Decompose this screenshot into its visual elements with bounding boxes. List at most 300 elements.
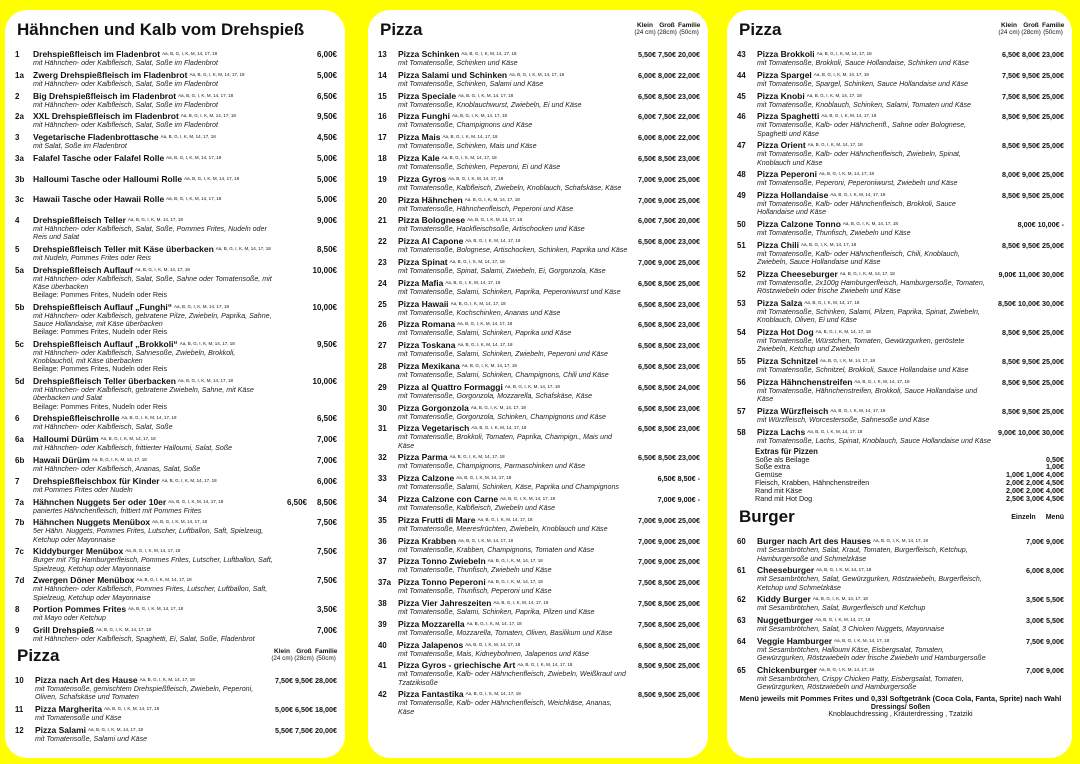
item-prices: 6,00€ 7,50€ 22,00€ (638, 112, 700, 122)
allergen-codes: Aa, B, G, I, K, M, 14, 17, 18 (807, 142, 863, 148)
allergen-codes: Aa, B, G, I, K, M, 14, 17, 18 (451, 113, 507, 119)
item-number: 33 (378, 474, 387, 484)
item-name (398, 132, 628, 142)
item-description: mit Tomatensoße, Thunfisch, Zwiebeln und Käse (757, 229, 911, 238)
allergen-codes: Aa, B, G, I, K, M, 14, 17, 18 (139, 676, 195, 682)
item-number: 64 (737, 636, 746, 646)
item-prices: 7,00€ 9,00€ (1026, 665, 1064, 675)
item-number: 57 (737, 406, 746, 416)
item-description: mit Tomatensoße, Salami, Schinken, Paprika, Peperoniwurst und Käse (398, 287, 621, 296)
item-number: 47 (737, 141, 746, 151)
item-number: 13 (378, 50, 387, 59)
item-description: mit Hähnchen- oder Kalbfleisch, Spaghetti, Ei, Salat, Soße, Fladenbrot (33, 635, 255, 644)
item-prices: 3,50€ 5,50€ (1026, 595, 1064, 605)
item-prices: 8,50€ 10,00€ 30,00€ (998, 298, 1064, 308)
section-title: Burger (739, 507, 795, 527)
item-price: 7,50€ (316, 547, 337, 557)
size-sub: (28cm) (294, 654, 314, 662)
item-name (757, 70, 992, 80)
item-name (757, 111, 992, 121)
item-name-text: Pizza Romana (398, 319, 456, 330)
item-prices: 8,50€ 9,50€ 25,00€ (1002, 240, 1064, 250)
item-name (757, 565, 992, 575)
item-price: 10,00€ (312, 265, 337, 275)
item-name-text: Pizza Cheeseburger (757, 268, 838, 279)
item-prices: 7,00€ 9,00€ 25,00€ (638, 174, 700, 184)
allergen-codes: Aa, B, G, I, K, M, 14, 17, 18 (816, 567, 872, 573)
item-name-text: Pizza Hawaii (398, 298, 449, 309)
item-description: mit Tomatensoße, Kochschinken, Ananas und Käse (398, 308, 561, 317)
item-description: mit Tomatensoße, Knoblauchwurst, Zwiebeln, Ei und Käse (398, 100, 582, 109)
allergen-codes: Aa, B, G, I, K, M, 14, 17, 18 (215, 245, 271, 251)
item-prices: 6,50€ 8,50€ 23,00€ (638, 361, 700, 371)
item-name (757, 91, 992, 101)
pizza-item (737, 111, 1064, 137)
menu-panel-middle (368, 10, 708, 758)
item-name-text: Pizza Spargel (757, 69, 812, 80)
item-name-text: Pizza nach Art des Hause (35, 674, 138, 685)
item-description: mit Tomatensoße, Hähnchenstreifen, Brokkoli, Sauce Hollandaise und Käse (757, 386, 978, 403)
item-name (757, 240, 992, 250)
item-price-small: 6,50€ (286, 497, 307, 507)
item-description: mit Tomatensoße, Schinken und Käse (398, 59, 518, 67)
item-description: mit Hähnchen- oder Kalbfleisch, Salat, Soße im Fladenbrot (33, 79, 218, 88)
pizza-item (378, 340, 700, 358)
item-name (398, 215, 628, 225)
item-name (33, 174, 275, 184)
allergen-codes: Aa, B, G, I, K, M, 14, 17, 18 (821, 113, 877, 119)
allergen-codes: Aa, B, G, I, K, M, 14, 17, 18 (88, 726, 144, 732)
item-number: 54 (737, 327, 746, 337)
item-description: mit Tomatensoße, Kalb- oder Hähnchenfleisch, Chili, Knoblauch, Zwiebeln, Sauce Hollandaise und Käse (757, 249, 960, 267)
item-name-text: Big Drehspießfleisch im Fladenbrot (33, 90, 177, 101)
size-label: Klein (274, 647, 290, 655)
size-label: Familie (678, 22, 701, 29)
item-name (398, 195, 628, 205)
item-number: 3a (15, 153, 24, 163)
item-prices: 6,50€ 8,50€ - (657, 474, 700, 484)
item-number: 6 (15, 414, 20, 424)
item-name-text: Pizza Hollandaise (757, 190, 829, 201)
item-name (398, 577, 628, 587)
item-price: 5,00€ (316, 174, 337, 184)
allergen-codes: Aa, B, G, I, K, M, 14, 17, 18 (461, 51, 517, 56)
item-prices: 8,50€ 9,50€ 25,00€ (1002, 112, 1064, 122)
allergen-codes: Aa, B, G, I, K, M, 14, 17, 18 (465, 238, 521, 244)
allergen-codes: Aa, B, G, I, K, M, 14, 17, 18 (801, 241, 857, 247)
item-prices: 7,00€ 9,00€ 25,00€ (638, 536, 700, 546)
menu-item (15, 49, 337, 67)
item-name-text: Kiddyburger Menübox (33, 546, 124, 557)
size-columns-header (998, 22, 1064, 36)
item-name (757, 615, 992, 625)
item-price: 9,50€ (316, 339, 337, 349)
item-name (757, 190, 992, 200)
item-number: 11 (15, 704, 24, 714)
allergen-codes: Aa, B, G, I, K, M, 14, 17, 18 (100, 436, 156, 442)
item-number: 18 (378, 153, 387, 163)
item-name-text: Pizza Schinken (398, 49, 460, 59)
item-description: mit Tomatensoße, Kalbfleisch, Zwiebeln, Knoblauch, Schafskäse, Käse (398, 183, 622, 192)
menu-item (15, 111, 337, 129)
item-name (398, 423, 628, 433)
item-prices: 6,00€ 7,50€ 20,00€ (638, 216, 700, 226)
item-name-text: Pizza Knobi (757, 90, 805, 101)
item-name (33, 575, 275, 585)
item-name-text: Pizza Bolognese (398, 215, 466, 226)
extra-label: Fleisch, Krabben, Hähnchenstreifen (755, 477, 870, 487)
item-name-text: Pizza Lachs (757, 426, 806, 437)
item-prices: 6,00€ 8,00€ 22,00€ (638, 70, 700, 80)
allergen-codes: Aa, B, G, I, K, M, 14, 17, 18 (127, 216, 183, 222)
item-number: 3 (15, 133, 20, 143)
item-price: 4,50€ (316, 133, 337, 143)
extra-label: Soße extra (755, 462, 791, 472)
item-number: 7d (15, 576, 25, 586)
allergen-codes: Aa, B, G, I, K, M, 14, 17, 18 (449, 258, 505, 264)
item-name-text: Pizza Toskana (398, 340, 456, 351)
pizza-item (378, 556, 700, 574)
item-prices: 7,00€ 9,00€ (1026, 537, 1064, 547)
item-prices: 7,00€ 9,00€ 25,00€ (638, 557, 700, 567)
item-number: 12 (15, 725, 24, 735)
item-name (398, 473, 628, 483)
pizza-item (737, 565, 1064, 591)
item-description: mit Tomatensoße, Gorgonzola, Schinken, Champignons und Käse (398, 412, 606, 421)
item-description: mit Hähnchen- oder Kalbfleisch, Salat, Soße, Pommes Frites, Nudeln oder Reis und Salat (33, 224, 267, 241)
allergen-codes: Aa, B, G, I, K, M, 14, 17, 18 (449, 454, 505, 460)
item-prices: 6,50€ 8,50€ 23,00€ (638, 91, 700, 101)
item-number: 32 (378, 453, 387, 463)
item-prices: 8,50€ 9,50€ 25,00€ (1002, 141, 1064, 151)
menu-item (15, 91, 337, 109)
allergen-codes: Aa, B, G, I, K, M, 14, 17, 18 (873, 538, 929, 544)
size-sub: (28cm) (1021, 29, 1041, 36)
item-name-text: Pizza Al Capone (398, 236, 464, 247)
item-name (33, 434, 275, 444)
item-name (33, 49, 275, 59)
item-prices: 6,50€ 8,50€ 23,00€ (638, 299, 700, 309)
item-name (398, 236, 628, 246)
item-number: 49 (737, 191, 746, 201)
item-description: mit Tomatensoße, Kalb- oder Hähnchenfleisch, Brokkoli, Sauce Hollandaise und Käse (757, 200, 956, 217)
item-prices: 9,00€ 10,00€ 30,00€ (998, 427, 1064, 437)
item-name-text: Veggie Hamburger (757, 635, 833, 646)
item-name-text: Pizza Funghi (398, 111, 450, 122)
item-number: 2 (15, 91, 20, 101)
item-name (398, 49, 628, 59)
item-description: mit Hähnchen- oder Kalbfleisch, Ananas, Salat, Soße (33, 464, 201, 473)
item-description: Burger mit 75g Hamburgerfleisch, Pommes Frites, Lutscher, Luftballon, Saft, Spielzeug, Ketchup oder Mayonnaise (33, 556, 273, 573)
pizza-item (737, 91, 1064, 109)
item-description: mit Tomatensoße, Meeresfrüchten, Zwiebeln, Knoblauch und Käse (398, 524, 608, 533)
item-name (757, 377, 992, 387)
item-description: mit Hähnchen- oder Kalbfleisch, Salat, Soße im Fladenbrot (33, 121, 218, 130)
item-name (398, 257, 628, 267)
item-number: 35 (378, 515, 387, 525)
item-name (398, 153, 628, 163)
allergen-codes: Aa, B, G, I, K, M, 14, 17, 18 (134, 266, 190, 272)
item-name (398, 494, 628, 504)
item-name (398, 111, 628, 121)
allergen-codes: Aa, B, G, I, K, M, 14, 17, 18 (517, 662, 573, 668)
item-name (398, 382, 628, 392)
item-name (398, 619, 628, 629)
size-column-1 (293, 648, 315, 662)
item-prices: 6,00€ 8,00€ 22,00€ (638, 133, 700, 143)
item-name-text: Pizza Salami (35, 724, 87, 735)
item-name (398, 640, 628, 650)
item-price: 7,00€ (316, 455, 337, 465)
item-prices: 8,50€ 9,50€ 25,00€ (638, 661, 700, 671)
pizza-item (378, 91, 700, 109)
item-name-text: Drehspießfleisch Auflauf „Funghi“ (33, 301, 172, 312)
item-name-text: Drehspießfleisch Teller (33, 214, 126, 225)
item-prices: 8,50€ 9,50€ 25,00€ (1002, 191, 1064, 201)
pizza-item (737, 219, 1064, 237)
pizza-item (378, 132, 700, 150)
item-description: mit Tomatensoße, Spinat, Salami, Zwiebeln, Ei, Gorgonzola, Käse (398, 266, 606, 275)
size-column-1 (656, 22, 678, 36)
extra-row (755, 495, 1064, 503)
allergen-codes: Aa, B, G, I, K, M, 14, 17, 18 (152, 519, 208, 525)
item-number: 7b (15, 518, 25, 528)
burger-section-header (737, 507, 1064, 527)
item-prices: 8,50€ 9,50€ 25,00€ (1002, 406, 1064, 416)
item-price: 5,00€ (316, 195, 337, 205)
pizza-item (737, 427, 1064, 445)
allergen-codes: Aa, B, G, I, K, M, 14, 17, 18 (465, 641, 521, 647)
item-name (398, 361, 628, 371)
item-description: mit Sesambrötchen, Salat, 3 Chicken Nuggets, Mayonnaise (757, 625, 945, 634)
item-sides: Beilage: Pommes Frites, Nudeln oder Reis (33, 328, 168, 337)
item-description: mit Tomatensoße, Salami, Schinken, Champignons, Chili und Käse (398, 370, 609, 379)
menu-item (15, 625, 337, 643)
item-name-text: Nuggetburger (757, 615, 814, 626)
allergen-codes: Aa, B, G, I, K, M, 14, 17, 18 (839, 270, 895, 276)
item-description: mit Tomatensoße, Kalbfleisch, Zwiebeln und Käse (398, 503, 556, 512)
size-label: Klein (637, 22, 653, 29)
item-number: 41 (378, 661, 387, 671)
pizza-item (378, 577, 700, 595)
menu-item (15, 604, 337, 622)
item-prices: 6,50€ 8,50€ 23,00€ (638, 320, 700, 330)
size-column-1 (1020, 22, 1042, 36)
item-name (398, 278, 628, 288)
item-description: mit Tomatensoße, Kalb- oder Hähnchenfleisch, Zwiebeln, Spinat, Knoblauch und Käse (757, 150, 961, 167)
item-name (398, 660, 628, 670)
section-title: Pizza (739, 20, 782, 39)
item-prices: 7,50€ 8,50€ 25,00€ (1002, 91, 1064, 101)
allergen-codes: Aa, B, G, I, K, M, 14, 17, 18 (834, 637, 890, 643)
section-title: Pizza (380, 20, 423, 39)
size-sub: (24 cm) (271, 654, 293, 662)
allergen-codes: Aa, B, G, I, K, M, 14, 17, 18 (487, 579, 543, 585)
extra-label: Rand mit Käse (755, 485, 803, 495)
item-description: mit Tomatensoße, Hähnchenfleisch, Peperoni und Käse (398, 204, 574, 213)
item-name-text: Pizza Parma (398, 452, 448, 463)
allergen-codes: Aa, B, G, I, K, M, 14, 17, 18 (807, 428, 863, 434)
item-number: 62 (737, 595, 746, 605)
allergen-codes: Aa, B, G, I, K, M, 14, 17, 18 (467, 217, 523, 223)
item-name-text: Halloumi Dürüm (33, 434, 99, 445)
item-prices: 9,00€ 11,00€ 30,00€ (998, 269, 1064, 279)
allergen-codes: Aa, B, G, I, K, M, 14, 17, 18 (179, 340, 235, 346)
item-description: mit Tomatensoße, Salami und Käse (35, 734, 148, 743)
allergen-codes: Aa, B, G, I, K, M, 14, 17, 18 (487, 558, 543, 564)
item-name-text: Hähnchen Nuggets 5er oder 10er (33, 496, 167, 507)
pizza-item (737, 190, 1064, 216)
item-prices: 6,50€ 8,50€ 25,00€ (638, 278, 700, 288)
menu-item (15, 244, 337, 262)
item-name-text: Chickenburger (757, 664, 817, 675)
item-name (398, 319, 628, 329)
item-number: 6b (15, 455, 25, 465)
item-number: 28 (378, 361, 387, 371)
item-description: mit Sesambrötchen, Halloumi Käse, Eisbergsalat, Tomaten, Gewürzgurken, Röstzwiebeln oder frische Zwiebeln und Hamburgersoße (757, 645, 986, 663)
allergen-codes: Aa, B, G, I, K, M, 14, 17, 18 (450, 300, 506, 306)
item-name-text: Pizza Hähnchen (398, 194, 463, 205)
item-number: 3c (15, 195, 24, 205)
item-number: 58 (737, 427, 746, 437)
item-prices: 7,00€ 9,00€ - (657, 494, 700, 504)
item-description: mit Nudeln, Pommes Frites oder Reis (33, 253, 151, 262)
size-column-2 (678, 22, 700, 36)
item-name-text: Halloumi Tasche oder Halloumi Rolle (33, 173, 183, 184)
size-column-2 (1042, 22, 1064, 36)
item-name-text: Pizza Schnitzel (757, 355, 818, 366)
pizza-extras (755, 448, 1064, 503)
item-prices: 8,00€ 10,00€ - (1017, 220, 1064, 230)
item-prices: 6,50€ 8,50€ 23,00€ (638, 403, 700, 413)
item-prices: 5,50€ 7,50€ 20,00€ (638, 50, 700, 59)
item-number: 43 (737, 50, 746, 59)
item-name (33, 517, 275, 527)
item-name (398, 452, 628, 462)
item-name (398, 515, 628, 525)
allergen-codes: Aa, B, G, I, K, M, 14, 17, 18 (509, 71, 565, 77)
item-name-text: Burger nach Art des Hauses (757, 536, 871, 547)
item-prices: 8,50€ 9,50€ 25,00€ (1002, 377, 1064, 387)
pizza-item (737, 406, 1064, 424)
pizza-item (378, 111, 700, 129)
allergen-codes: Aa, B, G, I, K, M, 14, 17, 18 (806, 92, 862, 98)
item-number: 29 (378, 382, 387, 392)
item-prices: 3,00€ 5,50€ (1026, 616, 1064, 626)
menu-item (15, 339, 337, 374)
pizza-item (378, 195, 700, 213)
extra-label: Gemüse (755, 470, 783, 480)
item-price: 7,00€ (316, 435, 337, 445)
item-name-text: Pizza Brokkoli (757, 49, 815, 59)
allergen-codes: Aa, B, G, I, K, M, 14, 17, 18 (166, 196, 222, 202)
item-name-text: Pizza Chili (757, 239, 800, 250)
item-prices: 8,50€ 9,50€ 25,00€ (1002, 327, 1064, 337)
item-name (398, 689, 628, 699)
item-description: mit Tomatensoße, Spargel, Schinken, Sauce Hollandaise und Käse (757, 79, 969, 88)
item-name (33, 215, 275, 225)
item-name (33, 111, 275, 121)
menu-item (15, 575, 337, 601)
item-name-text: Pizza Gyros - griechische Art (398, 660, 516, 671)
item-name (33, 455, 275, 465)
size-columns-header (271, 648, 337, 662)
item-number: 23 (378, 257, 387, 267)
item-description: mit Tomatensoße, Schinken, Peperoni, Ei und Käse (398, 162, 561, 171)
menu-item (15, 413, 337, 431)
item-name-text: Pizza Gyros (398, 173, 447, 184)
item-prices: 6,00€ 8,00€ (1026, 566, 1064, 576)
item-name-text: Grill Drehspieß (33, 625, 94, 636)
item-number: 26 (378, 320, 387, 330)
size-sub: (50cm) (1043, 29, 1063, 36)
item-number: 9 (15, 626, 20, 636)
allergen-codes: Aa, B, G, I, K, M, 14, 17, 18 (180, 113, 236, 119)
pizza-item (737, 356, 1064, 374)
allergen-codes: Aa, B, G, I, K, M, 14, 17, 18 (166, 154, 222, 160)
allergen-codes: Aa, B, G, I, K, M, 14, 17, 18 (161, 477, 217, 483)
pizza-item (378, 689, 700, 715)
item-description: mit Tomatensoße, Mozzarella, Tomaten, Oliven, Basilikum und Käse (398, 628, 613, 637)
item-name-text: Portion Pommes Frites (33, 604, 127, 615)
size-sub: (24 cm) (634, 29, 656, 36)
item-name-text: Drehspießfleischbox für Kinder (33, 475, 160, 486)
section-title: Pizza (17, 645, 60, 665)
item-sides: Beilage: Pommes Frites, Nudeln oder Reis (33, 365, 168, 374)
item-name-text: Pizza Würzfleisch (757, 405, 829, 416)
item-description: mit Tomatensoße und Käse (35, 713, 122, 722)
item-name (398, 556, 628, 566)
item-description: mit Tomatensoße, Schinken, Salami, Pilzen, Paprika, Spinat, Zwiebeln, Knoblauch, Oliven, Ei und Käse (757, 307, 980, 325)
item-prices: 7,50€ 9,50€ 25,00€ (1002, 70, 1064, 80)
item-price: 5,00€ (316, 70, 337, 80)
item-number: 63 (737, 616, 746, 626)
item-name (33, 339, 275, 349)
pizza-item (737, 169, 1064, 187)
item-number: 5c (15, 339, 24, 349)
item-name-text: XXL Drehspießfleisch im Fladenbrot (33, 111, 179, 122)
menu-item (15, 476, 337, 494)
item-prices: 6,50€ 8,50€ 23,00€ (638, 153, 700, 163)
item-description: mit Tomatensoße, Lachs, Spinat, Knoblauch, Sauce Hollandaise und Käse (757, 436, 991, 445)
allergen-codes: Aa, B, G, I, K, M, 14, 17, 18 (128, 606, 184, 612)
allergen-codes: Aa, B, G, I, K, M, 14, 17, 18 (136, 577, 192, 583)
size-sub: (50cm) (679, 29, 699, 36)
item-name-text: Pizza Mozzarella (398, 618, 465, 629)
item-price: 6,00€ (316, 476, 337, 486)
item-name-text: Pizza al Quattro Formaggi (398, 381, 503, 392)
item-price: 6,00€ (316, 50, 337, 59)
item-number: 65 (737, 665, 746, 675)
item-name (757, 665, 992, 675)
pizza-item (378, 598, 700, 616)
item-number: 10 (15, 675, 24, 685)
allergen-codes: Aa, B, G, I, K, M, 14, 17, 18 (815, 328, 871, 334)
item-name-text: Pizza Mais (398, 132, 441, 143)
item-number: 45 (737, 91, 746, 101)
burger-columns (1001, 514, 1064, 521)
allergen-codes: Aa, B, G, I, K, M, 14, 17, 18 (162, 51, 218, 56)
item-name (757, 49, 992, 59)
item-name (33, 376, 275, 386)
item-name-text: Pizza Hot Dog (757, 326, 814, 337)
allergen-codes: Aa, B, G, I, K, M, 14, 17, 18 (458, 92, 514, 98)
allergen-codes: Aa, B, G, I, K, M, 14, 17, 18 (854, 378, 910, 384)
allergen-codes: Aa, B, G, I, K, M, 14, 17, 18 (160, 134, 216, 140)
item-description: mit Hähnchen- oder Kalbfleisch, Salat, Soße im Fladenbrot (33, 100, 218, 109)
allergen-codes: Aa, B, G, I, K, M, 14, 17, 18 (104, 705, 160, 711)
item-description: mit Tomatensoße, Kalb- oder Hähnchenfleisch, Weichkäse, Ananas, Käse (398, 699, 612, 716)
